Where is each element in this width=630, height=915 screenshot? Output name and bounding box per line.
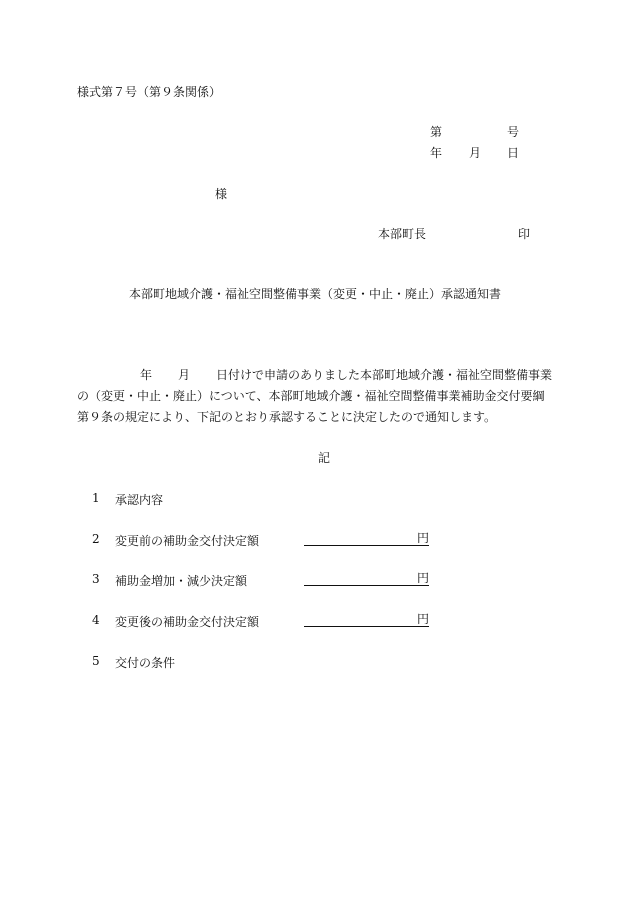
document-title: 本部町地域介護・福祉空間整備事業（変更・中止・廃止）承認通知書 xyxy=(129,287,502,301)
yen-unit: 円 xyxy=(417,571,430,585)
form-number-label: 様式第７号（第９条関係） xyxy=(77,85,222,99)
body-line-2: の（変更・中止・廃止）について、本部町地域介護・福祉空間整備事業補助金交付要綱 xyxy=(77,389,545,403)
addressee-honorific: 様 xyxy=(215,187,228,201)
date-year-label: 年 xyxy=(430,146,443,160)
date-day-label: 日 xyxy=(507,146,520,160)
item-number: 1 xyxy=(92,491,100,505)
amount-blank-line xyxy=(304,613,417,627)
ki-heading: 記 xyxy=(318,451,331,465)
date-month-label: 月 xyxy=(469,146,482,160)
item-number: 2 xyxy=(92,532,100,546)
body-month-label: 月 xyxy=(178,368,191,382)
list-item xyxy=(0,532,630,546)
sender-title: 本部町長 xyxy=(378,227,427,241)
yen-unit: 円 xyxy=(417,531,430,545)
list-item xyxy=(0,572,630,586)
item-label: 補助金増加・減少決定額 xyxy=(115,574,248,588)
doc-number-dai: 第 xyxy=(430,125,443,139)
item-number: 3 xyxy=(92,572,100,586)
sender-seal: 印 xyxy=(518,227,531,241)
body-line-1: 日付けで申請のありました本部町地域介護・福祉空間整備事業 xyxy=(216,368,553,382)
item-number: 4 xyxy=(92,613,100,627)
body-year-label: 年 xyxy=(140,368,153,382)
amount-blank-line xyxy=(304,572,417,586)
item-label: 承認内容 xyxy=(115,493,164,507)
doc-number-go: 号 xyxy=(507,125,520,139)
item-label: 変更前の補助金交付決定額 xyxy=(115,534,260,548)
yen-unit: 円 xyxy=(417,612,430,626)
amount-blank-line xyxy=(304,532,417,546)
list-item xyxy=(0,491,630,505)
list-item xyxy=(0,613,630,627)
item-label: 交付の条件 xyxy=(115,656,176,670)
body-line-3: 第９条の規定により、下記のとおり承認することに決定したので通知します。 xyxy=(77,410,497,424)
list-item xyxy=(0,654,630,668)
item-number: 5 xyxy=(92,654,100,668)
item-label: 変更後の補助金交付決定額 xyxy=(115,615,260,629)
